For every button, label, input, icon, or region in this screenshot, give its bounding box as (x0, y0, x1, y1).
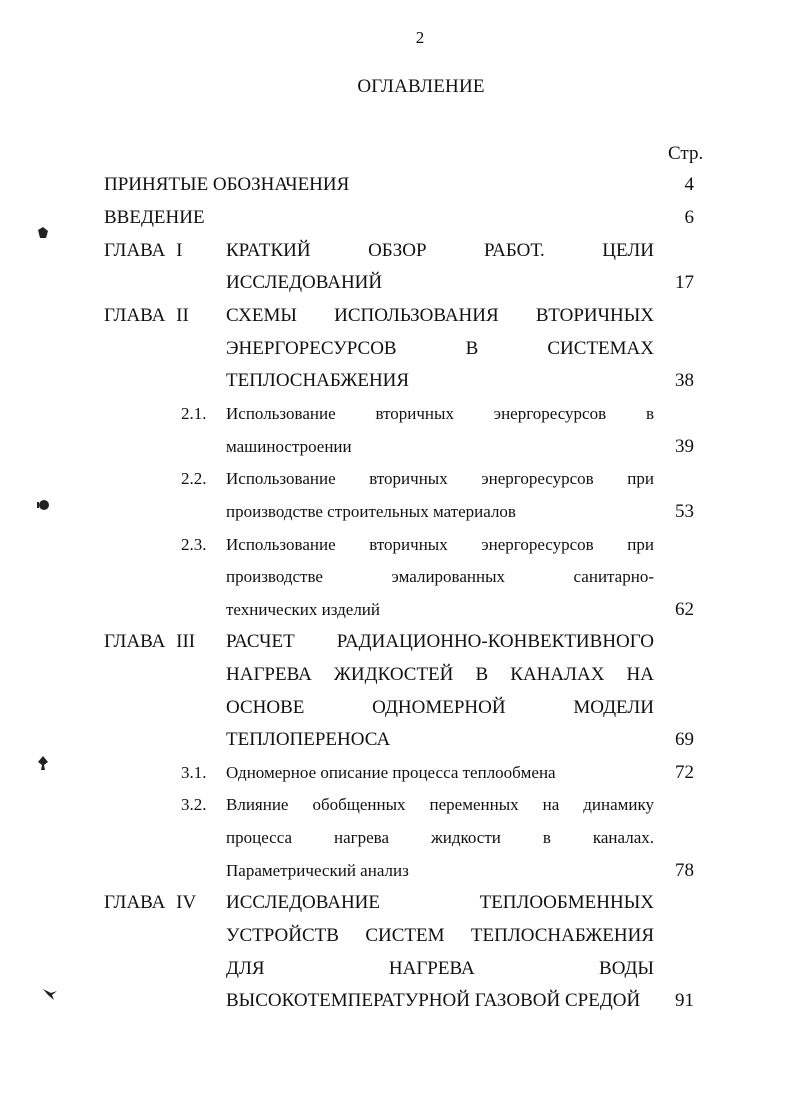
section-number: 3.2. (181, 795, 207, 814)
chapter-title-line: ТЕПЛОСНАБЖЕНИЯ (226, 370, 410, 391)
section-title-line: технических изделий (226, 600, 380, 619)
chapter-label: ГЛАВА III (104, 631, 196, 652)
chapter-title-line: ЭНЕРГОРЕСУРСОВ В СИСТЕМАХ (226, 338, 654, 359)
section-title-line: процесса нагрева жидкости в каналах. (226, 828, 654, 847)
chapter-title-line: НАГРЕВА ЖИДКОСТЕЙ В КАНАЛАХ НА (226, 664, 654, 685)
toc-page: 39 (675, 436, 694, 457)
chapter-label: ГЛАВА IV (104, 892, 197, 913)
chapter-title-line: ТЕПЛОПЕРЕНОСА (226, 729, 391, 750)
page-number: 2 (415, 28, 425, 47)
section-number: 2.2. (181, 469, 207, 488)
toc-label: ВВЕДЕНИЕ (104, 207, 205, 228)
chapter-title-line: ДЛЯ НАГРЕВА ВОДЫ (226, 958, 654, 979)
toc-page: 69 (675, 729, 694, 750)
toc-page: 53 (675, 501, 694, 522)
section-title-line: Использование вторичных энергоресурсов при (226, 469, 654, 488)
toc-page: 4 (684, 174, 694, 195)
chapter-title-line: ОСНОВЕ ОДНОМЕРНОЙ МОДЕЛИ (226, 697, 654, 718)
chapter-title-line: РАСЧЕТ РАДИАЦИОННО-КОНВЕКТИВНОГО (226, 631, 654, 652)
toc-label: ПРИНЯТЫЕ ОБОЗНАЧЕНИЯ (104, 174, 350, 195)
section-title-line: машиностроении (226, 437, 352, 456)
toc-page: 6 (684, 207, 694, 228)
toc-page: 17 (675, 272, 694, 293)
chapter-label: ГЛАВА I (104, 240, 183, 261)
scan-mark-icon (42, 987, 58, 1006)
section-number: 2.3. (181, 535, 207, 554)
toc-page: 91 (675, 990, 694, 1011)
section-title-line: Одномерное описание процесса теплообмена (226, 763, 556, 782)
section-title-line: производстве эмалированных санитарно- (226, 567, 654, 586)
toc-page: 78 (675, 860, 694, 881)
scan-mark-icon (36, 498, 50, 517)
chapter-title-line: КРАТКИЙ ОБЗОР РАБОТ. ЦЕЛИ (226, 240, 654, 261)
section-title-line: Использование вторичных энергоресурсов при (226, 535, 654, 554)
section-title-line: Параметрический анализ (226, 861, 409, 880)
page-title: ОГЛАВЛЕНИЕ (357, 76, 485, 97)
toc-page: 38 (675, 370, 694, 391)
section-title-line: производстве строительных материалов (226, 502, 516, 521)
chapter-label: ГЛАВА II (104, 305, 189, 326)
chapter-title-line: УСТРОЙСТВ СИСТЕМ ТЕПЛОСНАБЖЕНИЯ (226, 925, 654, 946)
chapter-title-line: СХЕМЫ ИСПОЛЬЗОВАНИЯ ВТОРИЧНЫХ (226, 305, 654, 326)
scan-mark-icon (36, 755, 50, 776)
chapter-title-line: ИССЛЕДОВАНИЙ (226, 272, 383, 293)
scan-mark-icon (36, 226, 50, 245)
section-number: 2.1. (181, 404, 207, 423)
section-title-line: Использование вторичных энергоресурсов в (226, 404, 654, 423)
chapter-title-line: ВЫСОКОТЕМПЕРАТУРНОЙ ГАЗОВОЙ СРЕДОЙ (226, 990, 641, 1011)
chapter-title-line: ИССЛЕДОВАНИЕ ТЕПЛООБМЕННЫХ (226, 892, 654, 913)
page-column-label: Стр. (668, 143, 704, 164)
toc-page: 62 (675, 599, 694, 620)
section-number: 3.1. (181, 763, 207, 782)
section-title-line: Влияние обобщенных переменных на динамику (226, 795, 654, 814)
toc-page: 72 (675, 762, 694, 783)
